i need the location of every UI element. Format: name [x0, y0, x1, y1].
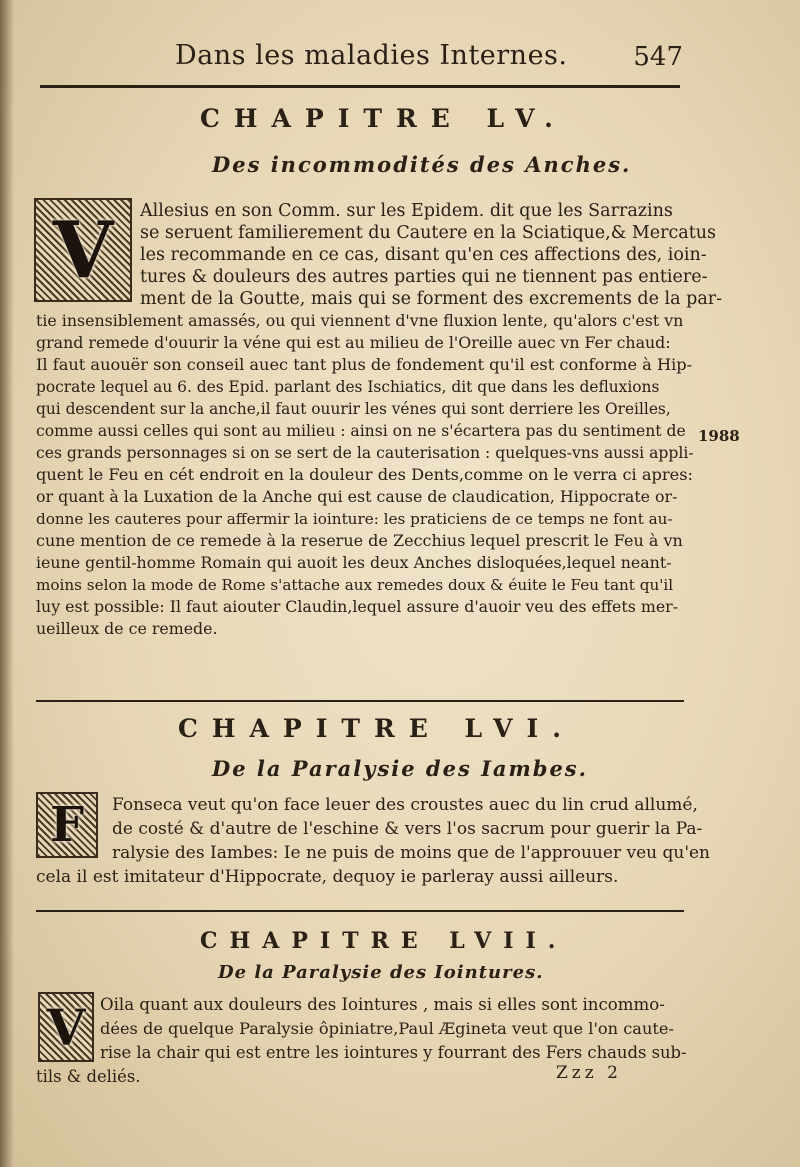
text-line: moins selon la mode de Rome s'attache aux remedes doux & éuite le Feu tant qu'il — [36, 576, 674, 594]
text-line: cune mention de ce remede à la reserue de Zecchius lequel prescrit le Feu à vn — [36, 531, 683, 550]
text-line: luy est possible: Il faut aiouter Claudin,lequel assure d'auoir veu des effets mer- — [36, 597, 679, 616]
text-line: de costé & d'autre de l'eschine & vers l'os sacrum pour guerir la Pa- — [112, 819, 703, 839]
text-line: ueilleux de ce remede. — [36, 619, 218, 638]
text-line: Allesius en son Comm. sur les Epidem. dit que les Sarrazins — [140, 201, 673, 221]
text-line: ralysie des Iambes: Ie ne puis de moins que de l'approuuer veu qu'en — [112, 843, 711, 863]
section-rule — [36, 910, 684, 912]
decorated-initial-v — [34, 198, 132, 302]
text-line: quent le Feu en cét endroit en la douleur des Dents,comme on le verra ci apres: — [36, 465, 693, 484]
page-header — [175, 40, 695, 76]
chapter-56-title: CHAPITRE LVI. — [178, 714, 575, 743]
text-line: rise la chair qui est entre les iointures y fourrant des Fers chauds sub- — [100, 1043, 687, 1062]
decorated-initial-f — [36, 792, 98, 858]
page-edge-shadow — [0, 0, 14, 1167]
chapter-55-title: CHAPITRE LV. — [200, 104, 567, 133]
text-line: tures & douleurs des autres parties qui ne tiennent pas entiere- — [140, 267, 708, 287]
chapter-57-title: CHAPITRE LVII. — [200, 928, 568, 954]
text-line: se seruent familierement du Cautere en la Sciatique,& Mercatus — [140, 223, 717, 243]
text-line: ieune gentil-homme Romain qui auoit les deux Anches disloquées,lequel neant- — [36, 553, 672, 572]
decorated-initial-v — [38, 992, 94, 1062]
initial-letter: V — [52, 204, 114, 296]
text-line: tie insensiblement amassés, ou qui viennent d'vne fluxion lente, qu'alors c'est vn — [36, 311, 684, 330]
text-line: ment de la Goutte, mais qui se forment des excrements de la par- — [140, 289, 723, 309]
text-line: Oila quant aux douleurs des Iointures , mais si elles sont incommo- — [100, 995, 665, 1014]
section-rule — [36, 700, 684, 702]
text-line: tils & deliés. — [36, 1067, 141, 1086]
catchword: Zzz 2 — [556, 1063, 622, 1083]
page-number: 547 — [633, 42, 683, 72]
text-line: qui descendent sur la anche,il faut ouurir les vénes qui sont derriere les Oreilles, — [36, 400, 671, 418]
chapter-56-subtitle: De la Paralysie des Iambes. — [212, 756, 588, 781]
text-line: les recommande en ce cas, disant qu'en ces affections des, ioin- — [140, 245, 707, 265]
text-line: pocrate lequel au 6. des Epid. parlant des Ischiatics, dit que dans les defluxions — [36, 378, 660, 396]
initial-letter: F — [49, 797, 85, 853]
text-line: or quant à la Luxation de la Anche qui est cause de claudication, Hippocrate or- — [36, 487, 678, 506]
header-rule — [40, 85, 680, 88]
chapter-57-subtitle: De la Paralysie des Iointures. — [218, 962, 544, 983]
chapter-55-subtitle: Des incommodités des Anches. — [212, 152, 632, 177]
text-line: donne les cauteres pour affermir la iointure: les praticiens de ce temps ne font au- — [36, 510, 673, 528]
text-line: cela il est imitateur d'Hippocrate, dequoy ie parleray aussi ailleurs. — [36, 867, 619, 887]
text-line: comme aussi celles qui sont au milieu : ainsi on ne s'écartera pas du sentiment de — [36, 422, 686, 440]
text-line: grand remede d'ouurir la véne qui est au milieu de l'Oreille auec vn Fer chaud: — [36, 333, 671, 352]
initial-letter: V — [46, 997, 86, 1057]
text-line: ces grands personnages si on se sert de la cauterisation : quelques-vns aussi appli- — [36, 444, 694, 462]
text-line: dées de quelque Paralysie ôpiniatre,Paul Ægineta veut que l'on caute- — [100, 1019, 674, 1038]
running-head: Dans les maladies Internes. — [175, 40, 568, 71]
text-line: Il faut auouër son conseil auec tant plus de fondement qu'il est conforme à Hip- — [36, 355, 693, 374]
text-line: Fonseca veut qu'on face leuer des croustes auec du lin crud allumé, — [112, 795, 698, 815]
margin-note: 1988 — [698, 427, 740, 445]
